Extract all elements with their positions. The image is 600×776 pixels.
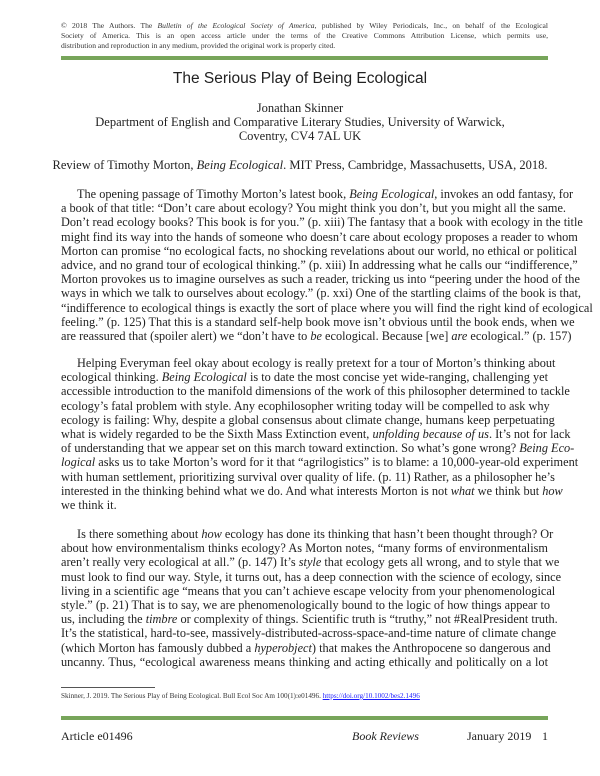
text-line [61, 314, 575, 329]
text: asks us to take Morton’s word for it that “agrilogistics” is to blame: a 10,000-year-old experiment [95, 455, 579, 470]
footer-date: January 2019 [467, 729, 532, 743]
text: is to date the most concise yet wide-ranging, challenging yet [246, 370, 548, 385]
text: Don’t read ecology books? This book is for you.” (p. xiii) The fantasy that a book with ecology in the title [61, 215, 583, 230]
text-line [61, 31, 548, 41]
italic-text: Being Ecological [349, 187, 435, 201]
text: Morton can promise “no ecological facts, no shocking revelations about our world, no ethical or political [61, 243, 577, 258]
italic-text: Being Eco- [519, 441, 575, 456]
italic-text: how [201, 527, 222, 541]
text: us, including the [61, 612, 146, 627]
text-line [61, 243, 577, 258]
footnote-rule [61, 687, 155, 688]
italic-text: how [542, 483, 563, 498]
text: are reassured that (spoiler alert) we “don’t have to [61, 329, 311, 344]
text-line [61, 272, 580, 287]
text: Morton provokes us to imagine ourselves as such a reader, tricking us into “peering under the hood of the [61, 272, 580, 287]
paragraph-2 [61, 356, 579, 513]
text: might find its way into the hands of someone who doesn’t care about ecology proposes a reader to whom [61, 229, 578, 244]
text-line [61, 541, 548, 555]
header-accent-bar [61, 56, 548, 60]
text: accessible introduction to the manifold dimensions of the work of this philosopher determined to tackle [61, 384, 570, 399]
text-line [61, 583, 556, 598]
text: . It’s not for lack [488, 427, 571, 442]
text: ways in which we talk to ourselves about ecology.” (p. xxi) One of the startling claims of the book is that, [61, 286, 581, 301]
text-line [61, 41, 548, 51]
text: distribution and reproduction in any medium, provided the original work is properly cited. [61, 41, 336, 50]
text: about how environmentalism thinks ecology? As Morton notes, “many forms of environmentalism [61, 541, 548, 556]
italic-text: Being Ecological [161, 370, 247, 385]
text: that ecology gets all wrong, and to style that we [321, 555, 560, 570]
italic-text: unfolding because of us [372, 427, 489, 442]
footer-page-number: 1 [542, 729, 548, 743]
text-line [61, 569, 562, 584]
italic-text: what [450, 483, 475, 498]
text-line [61, 187, 574, 201]
text: © 2018 The Authors. The [61, 21, 158, 30]
text-line [61, 384, 570, 399]
text: Society of America. This is an open access article under the terms of the Creative Commons Attribution License, which permits use, [61, 31, 548, 40]
review-of-line [0, 158, 600, 172]
text: ecology’s fatal problem with style. Any ecophilosopher writing today will be compelled to ask why [61, 398, 550, 413]
text-line [61, 399, 548, 413]
text: It’s the statistical, hard-to-see, massively-distributed-across-space-and-time nature of climate change [61, 626, 557, 641]
text-line [61, 300, 593, 315]
text-line [61, 626, 557, 641]
footer-section: Book Reviews [352, 729, 419, 743]
text: feeling.” (p. 125) That this is a standard self-help book move isn’t obvious until the book ends, when we [61, 314, 575, 329]
text-line [61, 427, 571, 442]
footnote [61, 692, 420, 700]
text: a book of that title: “Don’t care about ecology? You might think you don’t, but you might all the same. [61, 201, 567, 216]
text: living in a scientific age “means that you can’t achieve escape velocity from your phenomenological [61, 583, 556, 598]
text-line [61, 329, 572, 344]
text: Is there something about [77, 527, 202, 541]
text: what is widely regarded to be the Sixth Mass Extinction event, [61, 427, 373, 442]
text-line [61, 286, 581, 301]
text-line [61, 527, 554, 541]
text-line [61, 215, 583, 230]
text-line [61, 229, 578, 244]
text: The opening passage of Timothy Morton’s latest book, [77, 187, 350, 201]
text: uncanny. Thus, “ecological awareness means thinking and acting ethically and politically on a lot [61, 654, 548, 669]
text: “indifference to ecological things is exactly the sort of place where you will find the right kind of ecological [61, 300, 593, 315]
copyright-notice [61, 21, 548, 51]
text: we think it. [61, 498, 117, 513]
footer-article-id: Article e01496 [61, 729, 133, 743]
text-line [61, 612, 558, 627]
italic-text: timbre [145, 612, 178, 627]
author-affiliation-line2: Coventry, CV4 7AL UK [238, 129, 362, 143]
text: of understanding that we appear set on this march toward extinction. So what’s gone wrong? [61, 441, 520, 456]
italic-text: Bulletin of the Ecological Society of America [157, 21, 315, 30]
text-line [61, 441, 575, 456]
text-line [61, 555, 560, 570]
text: with human settlement, prioritizing survival over quality of life. (p. 11) Rather, as a philosopher he’s [61, 469, 555, 484]
text-line [61, 483, 563, 498]
text: ecology has done its thinking that hasn’t been thought through? Or [221, 527, 554, 541]
text-line [61, 469, 555, 484]
text-line [61, 370, 548, 384]
text: ecological thinking. [61, 370, 162, 385]
text: ecology is failing: Why, despite a global consensus about climate change, humans keep perpetuating [61, 412, 555, 427]
text-line [61, 258, 578, 273]
text: interested in the thinking behind what we do. And what interests Morton is not [61, 483, 451, 498]
text: aren’t really very ecological at all.” (p. 147) It’s [61, 555, 299, 570]
text: ecological. Because [we] [321, 329, 452, 344]
text: or complexity of things. Scientific truth is “truthy,” not #RealPresident truth. [177, 612, 558, 627]
author-name: Jonathan Skinner [256, 101, 344, 115]
italic-text: Being Ecological [196, 158, 284, 172]
text: advice, and no grand tour of ecological thinking.” (p. xiii) In addressing what he calls our “indifference,” [61, 258, 578, 273]
paragraph-3 [61, 527, 562, 669]
text-line [61, 640, 551, 655]
text: , invokes an odd fantasy, for [434, 187, 574, 201]
text-line [61, 201, 567, 216]
text: , published by Wiley Periodicals, Inc., on behalf of the Ecological [314, 21, 549, 30]
article-title: The Serious Play of Being Ecological [172, 70, 428, 87]
paragraph-1 [61, 187, 593, 344]
italic-text: hyperobject [254, 640, 312, 655]
text: ecological.” (p. 157) [467, 329, 572, 344]
italic-text: be [310, 329, 322, 344]
text-line [61, 356, 556, 370]
author-affiliation-line1: Department of English and Comparative Literary Studies, University of Warwick, [95, 115, 505, 129]
italic-text: are [451, 329, 468, 344]
doi-link[interactable]: https://doi.org/10.1002/bes2.1496 [322, 692, 420, 700]
text-line [61, 598, 551, 613]
text-line [61, 655, 548, 669]
text: Review of Timothy Morton, [52, 158, 197, 172]
text-line [61, 455, 579, 470]
italic-text: logical [61, 455, 96, 470]
text-line [61, 498, 548, 512]
text: style.” (p. 21) That is to say, we are phenomenologically bound to the logic of how things appear to [61, 598, 551, 613]
text: (which Morton has famously dubbed a [61, 640, 255, 655]
text: we think but [474, 483, 543, 498]
text: ) that makes the Anthropocene so dangerous and [311, 640, 551, 655]
text: . MIT Press, Cambridge, Massachusetts, USA, 2018. [283, 158, 548, 172]
text-line [61, 21, 548, 31]
footer-accent-bar [61, 716, 548, 720]
text-line [61, 412, 555, 427]
text: Helping Everyman feel okay about ecology is really pretext for a tour of Morton’s thinking about [77, 356, 556, 370]
text: must look to find our way. Style, it turns out, has a deep connection with the science of ecology, since [61, 569, 562, 584]
italic-text: style [298, 555, 322, 570]
footnote-citation: Skinner, J. 2019. The Serious Play of Being Ecological. Bull Ecol Soc Am 100(1):e01496. [61, 692, 323, 700]
